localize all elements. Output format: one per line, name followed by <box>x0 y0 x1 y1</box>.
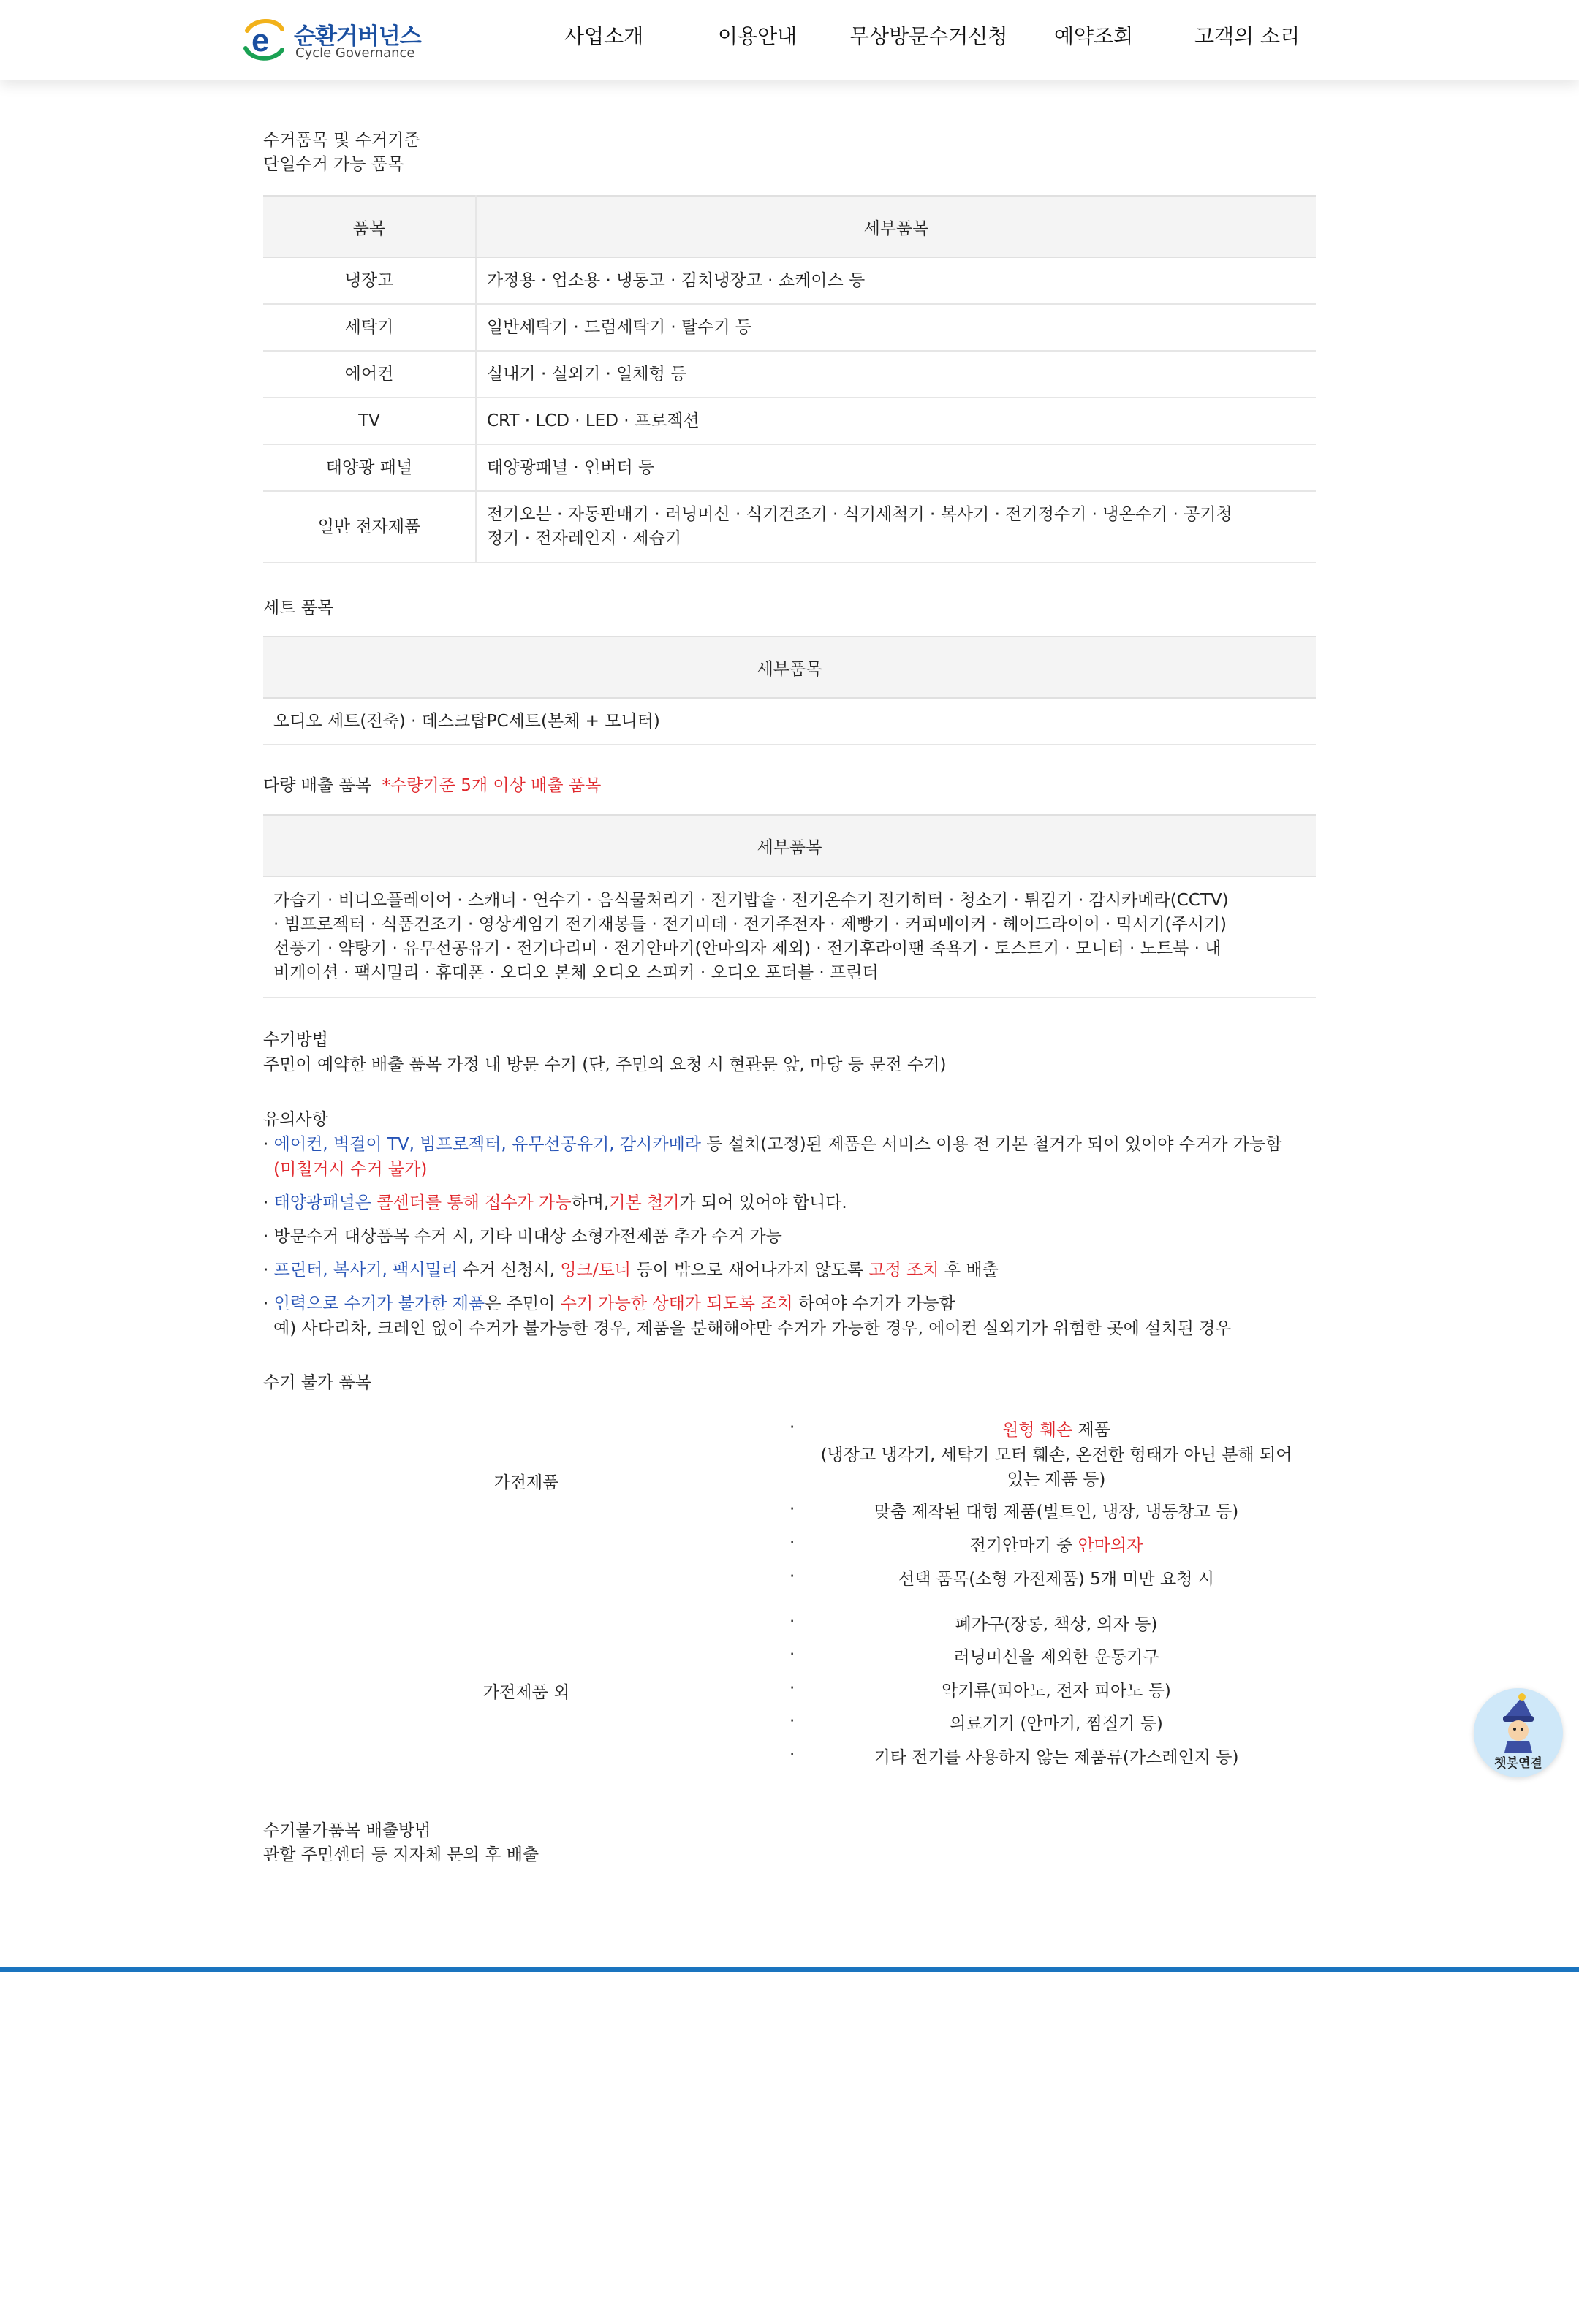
detail-cell: 가정용 · 업소용 · 냉동고 · 김치냉장고 · 쇼케이스 등 <box>476 257 1316 304</box>
bullet: · <box>790 1745 795 1764</box>
note-item: · 태양광패널은 콜센터를 통해 접수가 가능하며,기본 철거가 되어 있어야 합니다. <box>263 1193 847 1212</box>
note-warning: 고정 조치 <box>868 1261 939 1280</box>
section-title-bulk <box>263 773 601 798</box>
note-item: · 에어컨, 벽걸이 TV, 빔프로젝터, 유무선공유기, 감시카메라 등 설치(고정)된 제품은 서비스 이용 전 기본 철거가 되어 있어야 수거가 가능함 <box>263 1135 1282 1154</box>
bulk-items-table <box>263 814 1316 998</box>
site-header <box>0 0 1579 80</box>
nav-customer-voice[interactable]: 고객의 소리 <box>1194 24 1300 48</box>
table-row <box>263 444 1316 491</box>
bullet: · <box>790 1418 795 1437</box>
note-item-cont <box>263 1157 1281 1182</box>
section-title-disposal: 수거불가품목 배출방법 <box>263 1821 431 1840</box>
item-cell: 세탁기 <box>263 304 476 351</box>
bulk-title: 다량 배출 품목 <box>263 776 371 795</box>
table-row <box>263 876 1316 998</box>
item-cell: TV <box>263 398 476 444</box>
bullet: · <box>790 1612 795 1631</box>
logo-name: 순환거버넌스 <box>294 23 421 50</box>
unable-text: 제품 <box>1072 1421 1110 1440</box>
bullet: · <box>790 1533 795 1552</box>
note-highlight: 인력으로 수거가 불가한 제품 <box>273 1294 485 1313</box>
note-warning: 잉크/토너 <box>560 1261 632 1280</box>
unable-text: 전기안마기 중 <box>969 1536 1078 1555</box>
unable-text: (냉장고 냉각기, 세탁기 모터 훼손, 온전한 형태가 아닌 분해 되어 <box>820 1446 1292 1465</box>
note-warning: 기본 철거 <box>609 1193 680 1212</box>
item-cell: 태양광 패널 <box>263 444 476 491</box>
bullet: · <box>790 1567 795 1586</box>
bullet: · <box>790 1645 795 1664</box>
item-cell: 에어컨 <box>263 351 476 398</box>
section-title-notes: 유의사항 <box>263 1110 328 1129</box>
detail-line: 비게이션 · 팩시밀리 · 휴대폰 · 오디오 본체 오디오 스피커 · 오디오 포터블 · 프린터 <box>273 963 879 982</box>
unable-item: 맞춤 제작된 대형 제품(빌트인, 냉장, 냉동창고 등) <box>874 1503 1239 1522</box>
bullet: · <box>790 1679 795 1698</box>
main-nav <box>526 0 1330 73</box>
nav-free-pickup-request[interactable]: 무상방문수거신청 <box>849 24 1008 48</box>
detail-cell <box>476 491 1316 563</box>
site-logo[interactable] <box>241 16 431 63</box>
note-text: 하며, <box>571 1193 610 1212</box>
table-header-detail: 세부품목 <box>263 637 1316 698</box>
note-item: · 인력으로 수거가 불가한 제품은 주민이 수거 가능한 상태가 되도록 조치 하여야 수거가 가능함 <box>263 1294 955 1313</box>
note-warning: 콜센터를 통해 접수가 가능 <box>376 1193 572 1212</box>
nav-reservation-lookup[interactable]: 예약조회 <box>1054 24 1134 48</box>
detail-line: 선풍기 · 약탕기 · 유무선공유기 · 전기다리미 · 전기안마기(안마의자 제외) · 전기후라이팬 족욕기 · 토스트기 · 모니터 · 노트북 · 내 <box>273 939 1222 958</box>
table-header-detail: 세부품목 <box>476 196 1316 257</box>
disposal-text: 관할 주민센터 등 지자체 문의 후 배출 <box>263 1845 539 1864</box>
method-text: 주민이 예약한 배출 품목 가정 내 방문 수거 (단, 주민의 요청 시 현관문 앞, 마당 등 문전 수거) <box>263 1055 947 1074</box>
unable-item: 선택 품목(소형 가전제품) 5개 미만 요청 시 <box>898 1570 1214 1589</box>
footer-divider <box>0 1967 1579 1972</box>
bullet: · <box>790 1500 795 1519</box>
detail-cell: 태양광패널 · 인버터 등 <box>476 444 1316 491</box>
note-highlight: 에어컨, 벽걸이 TV, 빔프로젝터, 유무선공유기, 감시카메라 <box>273 1135 702 1154</box>
chatbot-button[interactable] <box>1474 1688 1563 1777</box>
logo-e-icon <box>241 16 287 63</box>
nav-business-intro[interactable]: 사업소개 <box>564 24 644 48</box>
note-item: · 프린터, 복사기, 팩시밀리 수거 신청시, 잉크/토너 등이 밖으로 새어나가지 않도록 고정 조치 후 배출 <box>263 1261 999 1280</box>
detail-line: 가습기 · 비디오플레이어 · 스캐너 · 연수기 · 음식물처리기 · 전기밥솥 · 전기온수기 전기히터 · 청소기 · 튀김기 · 감시카메라(CCTV) <box>273 891 1229 910</box>
unable-group-appliances: 가전제품 <box>493 1473 559 1492</box>
unable-item: 악기류(피아노, 전자 피아노 등) <box>942 1682 1171 1701</box>
unable-highlight: 원형 훼손 <box>1002 1421 1073 1440</box>
unable-item <box>800 1418 1312 1492</box>
note-warning: 수거 가능한 상태가 되도록 조치 <box>560 1294 793 1313</box>
bulk-quantity-note: *수량기준 5개 이상 배출 품목 <box>382 776 602 795</box>
section-title-single: 단일수거 가능 품목 <box>263 155 404 174</box>
unable-item: 의료기기 (안마기, 찜질기 등) <box>950 1714 1163 1733</box>
logo-subtitle: Cycle Governance <box>295 45 415 61</box>
table-row <box>263 304 1316 351</box>
svg-text:e: e <box>251 23 270 58</box>
note-text: 하여야 수거가 가능함 <box>792 1294 955 1313</box>
detail-cell: 실내기 · 실외기 · 일체형 등 <box>476 351 1316 398</box>
note-highlight: 태양광패널은 <box>273 1193 371 1212</box>
unable-group-non-appliances: 가전제품 외 <box>482 1683 570 1702</box>
table-row <box>263 698 1316 745</box>
note-item: · 방문수거 대상품목 수거 시, 기타 비대상 소형가전제품 추가 수거 가능 <box>263 1227 782 1246</box>
note-highlight: 프린터, 복사기, 팩시밀리 <box>273 1261 458 1280</box>
detail-line: 정기 · 전자레인지 · 제습기 <box>487 529 682 548</box>
note-text: 가 되어 있어야 합니다. <box>679 1193 847 1212</box>
section-title-set: 세트 품목 <box>263 599 334 618</box>
bullet: · <box>790 1712 795 1731</box>
chatbot-label: 챗봇연결 <box>1494 1756 1542 1771</box>
detail-line: · 빔프로젝터 · 식품건조기 · 영상게임기 전기재봉틀 · 전기비데 · 전기주전자 · 제빵기 · 커피메이커 · 헤어드라이어 · 믹서기(주서기) <box>273 915 1227 934</box>
table-row <box>263 257 1316 304</box>
table-row <box>263 398 1316 444</box>
section-title-unable: 수거 불가 품목 <box>263 1373 371 1392</box>
detail-line: 전기오븐 · 자동판매기 · 러닝머신 · 식기건조기 · 식기세척기 · 복사기 · 전기정수기 · 냉온수기 · 공기청 <box>487 505 1232 524</box>
note-text: 수거 신청시, <box>458 1261 561 1280</box>
note-text: 후 배출 <box>939 1261 999 1280</box>
set-items-table <box>263 636 1316 745</box>
unable-item: 러닝머신을 제외한 운동기구 <box>953 1648 1159 1667</box>
section-title-method: 수거방법 <box>263 1030 328 1049</box>
item-cell: 냉장고 <box>263 257 476 304</box>
table-row <box>263 351 1316 398</box>
table-header-detail: 세부품목 <box>263 815 1316 876</box>
notes-section <box>263 1107 1281 1341</box>
table-row <box>263 491 1316 563</box>
unable-highlight: 안마의자 <box>1078 1536 1143 1555</box>
unable-text: 있는 제품 등) <box>1007 1470 1106 1489</box>
detail-cell: 일반세탁기 · 드럼세탁기 · 탈수기 등 <box>476 304 1316 351</box>
note-example: 예) 사다리차, 크레인 없이 수거가 불가능한 경우, 제품을 분해해야만 수거가 가능한 경우, 에어컨 실외기가 위험한 곳에 설치된 경우 <box>273 1319 1232 1338</box>
unable-item <box>800 1533 1312 1558</box>
detail-cell <box>263 876 1316 998</box>
note-text: 은 주민이 <box>485 1294 561 1313</box>
note-warning: (미철거시 수거 불가) <box>273 1160 428 1179</box>
detail-cell: CRT · LCD · LED · 프로젝션 <box>476 398 1316 444</box>
nav-usage-guide[interactable]: 이용안내 <box>718 24 798 48</box>
note-text: 방문수거 대상품목 수거 시, 기타 비대상 소형가전제품 추가 수거 가능 <box>273 1227 782 1246</box>
section-title-criteria: 수거품목 및 수거기준 <box>263 131 420 150</box>
note-text: 등이 밖으로 새어나가지 않도록 <box>631 1261 869 1280</box>
table-header-item: 품목 <box>263 196 476 257</box>
unable-item: 폐가구(장롱, 책상, 의자 등) <box>955 1615 1158 1634</box>
unable-item: 기타 전기를 사용하지 않는 제품류(가스레인지 등) <box>874 1748 1239 1767</box>
detail-cell: 오디오 세트(전축) · 데스크탑PC세트(본체 + 모니터) <box>263 698 1316 745</box>
item-cell: 일반 전자제품 <box>263 491 476 563</box>
single-items-table <box>263 195 1316 563</box>
note-text: 등 설치(고정)된 제품은 서비스 이용 전 기본 철거가 되어 있어야 수거가 가능함 <box>701 1135 1282 1154</box>
